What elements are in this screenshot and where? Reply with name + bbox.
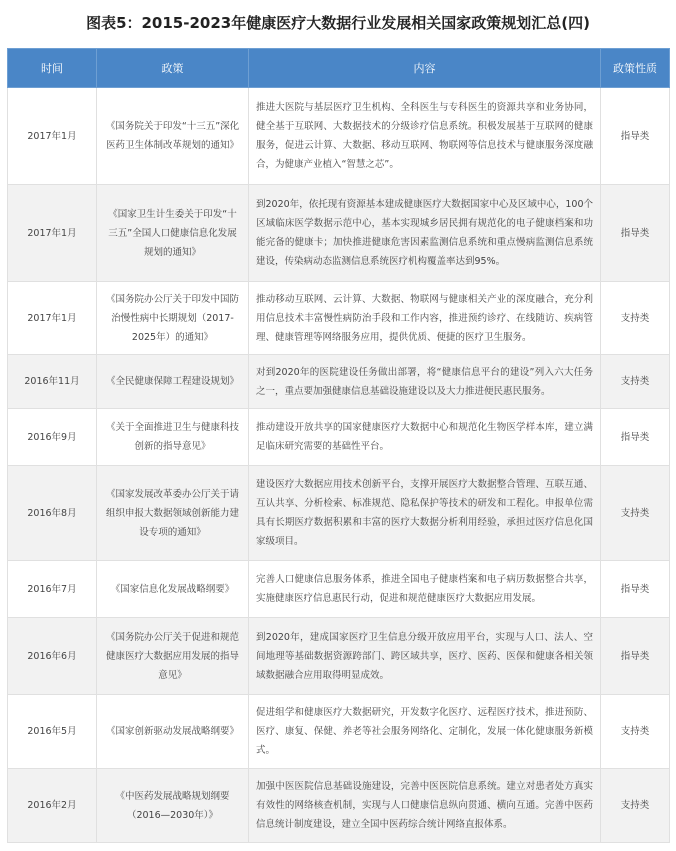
- cell-nature: 指导类: [601, 185, 670, 282]
- table-row: [8, 561, 670, 618]
- cell-nature: 指导类: [601, 409, 670, 466]
- cell-time: 2016年7月: [8, 561, 97, 618]
- cell-content: 建设医疗大数据应用技术创新平台，支撑开展医疗大数据整合管理、互联互通、互认共享、分析检索、标准规范、隐私保护等技术的研发和工程化。申报单位需具有长期医疗数据积累和丰富的医疗大数据分析利用经验，承担过医疗信息化国家级项目。: [249, 466, 601, 561]
- cell-time: 2016年9月: [8, 409, 97, 466]
- cell-time: 2016年11月: [8, 355, 97, 409]
- header-policy: 政策: [97, 49, 249, 88]
- cell-content: 完善人口健康信息服务体系，推进全国电子健康档案和电子病历数据整合共享，实施健康医疗信息惠民行动，促进和规范健康医疗大数据应用发展。: [249, 561, 601, 618]
- cell-time: 2017年1月: [8, 185, 97, 282]
- cell-content: 推动建设开放共享的国家健康医疗大数据中心和规范化生物医学样本库，建立满足临床研究需要的基础性平台。: [249, 409, 601, 466]
- cell-policy: 《国家卫生计生委关于印发“十三五”全国人口健康信息化发展规划的通知》: [97, 185, 249, 282]
- cell-time: 2017年1月: [8, 282, 97, 355]
- header-content: 内容: [249, 49, 601, 88]
- cell-nature: 支持类: [601, 769, 670, 843]
- cell-time: 2016年5月: [8, 695, 97, 769]
- policy-table: [7, 48, 670, 843]
- cell-content: 到2020年，建成国家医疗卫生信息分级开放应用平台，实现与人口、法人、空间地理等基础数据资源跨部门、跨区域共享，医疗、医药、医保和健康各相关领域数据融合应用取得明显成效。: [249, 618, 601, 695]
- page-title: 图表5：2015-2023年健康医疗大数据行业发展相关国家政策规划汇总(四): [86, 14, 590, 32]
- header-time: 时间: [8, 49, 97, 88]
- cell-nature: 支持类: [601, 355, 670, 409]
- cell-policy: 《中医药发展战略规划纲要（2016—2030年）》: [97, 769, 249, 843]
- cell-time: 2016年8月: [8, 466, 97, 561]
- cell-policy: 《国务院办公厅关于促进和规范健康医疗大数据应用发展的指导意见》: [97, 618, 249, 695]
- cell-nature: 支持类: [601, 282, 670, 355]
- cell-policy: 《国家信息化发展战略纲要》: [97, 561, 249, 618]
- cell-nature: 指导类: [601, 88, 670, 185]
- cell-content: 推动移动互联网、云计算、大数据、物联网与健康相关产业的深度融合，充分利用信息技术丰富慢性病防治手段和工作内容，推进预约诊疗、在线随访、疾病管理、健康管理等网络服务应用，提供优质、便捷的医疗卫生服务。: [249, 282, 601, 355]
- table-row: [8, 355, 670, 409]
- table-row: [8, 466, 670, 561]
- cell-policy: 《国务院关于印发“十三五”深化医药卫生体制改革规划的通知》: [97, 88, 249, 185]
- table-row: [8, 695, 670, 769]
- table-row: [8, 409, 670, 466]
- cell-content: 到2020年，依托现有资源基本建成健康医疗大数据国家中心及区域中心，100个区域临床医学数据示范中心，基本实现城乡居民拥有规范化的电子健康档案和功能完备的健康卡；加快推进健康危害因素监测信息系统和重点慢病监测信息系统建设，传染病动态监测信息系统医疗机构覆盖率达到95%。: [249, 185, 601, 282]
- table-row: [8, 769, 670, 843]
- table-row: [8, 618, 670, 695]
- cell-nature: 支持类: [601, 466, 670, 561]
- table-row: [8, 282, 670, 355]
- table-header-row: [8, 49, 670, 88]
- cell-policy: 《关于全面推进卫生与健康科技创新的指导意见》: [97, 409, 249, 466]
- cell-time: 2016年6月: [8, 618, 97, 695]
- cell-nature: 指导类: [601, 561, 670, 618]
- cell-content: 对到2020年的医院建设任务做出部署，将“健康信息平台的建设”列入六大任务之一，重点要加强健康信息基础设施建设以及大力推进便民惠民服务。: [249, 355, 601, 409]
- table-row: [8, 88, 670, 185]
- cell-time: 2016年2月: [8, 769, 97, 843]
- cell-policy: 《国家发展改革委办公厅关于请组织申报大数据领域创新能力建设专项的通知》: [97, 466, 249, 561]
- table-row: [8, 185, 670, 282]
- cell-time: 2017年1月: [8, 88, 97, 185]
- cell-nature: 指导类: [601, 618, 670, 695]
- cell-nature: 支持类: [601, 695, 670, 769]
- cell-policy: 《国家创新驱动发展战略纲要》: [97, 695, 249, 769]
- header-nature: 政策性质: [601, 49, 670, 88]
- cell-content: 推进大医院与基层医疗卫生机构、全科医生与专科医生的资源共享和业务协同，健全基于互联网、大数据技术的分级诊疗信息系统。积极发展基于互联网的健康服务，促进云计算、大数据、移动互联网、物联网等信息技术与健康服务深度融合，为健康产业植入“智慧之芯”。: [249, 88, 601, 185]
- cell-content: 促进组学和健康医疗大数据研究，开发数字化医疗、远程医疗技术，推进预防、医疗、康复、保健、养老等社会服务网络化、定制化，发展一体化健康服务新模式。: [249, 695, 601, 769]
- cell-content: 加强中医医院信息基础设施建设，完善中医医院信息系统。建立对患者处方真实有效性的网络核查机制，实现与人口健康信息纵向贯通、横向互通。完善中医药信息统计制度建设，建立全国中医药综合统计网络直报体系。: [249, 769, 601, 843]
- cell-policy: 《全民健康保障工程建设规划》: [97, 355, 249, 409]
- cell-policy: 《国务院办公厅关于印发中国防治慢性病中长期规划（2017-2025年）的通知》: [97, 282, 249, 355]
